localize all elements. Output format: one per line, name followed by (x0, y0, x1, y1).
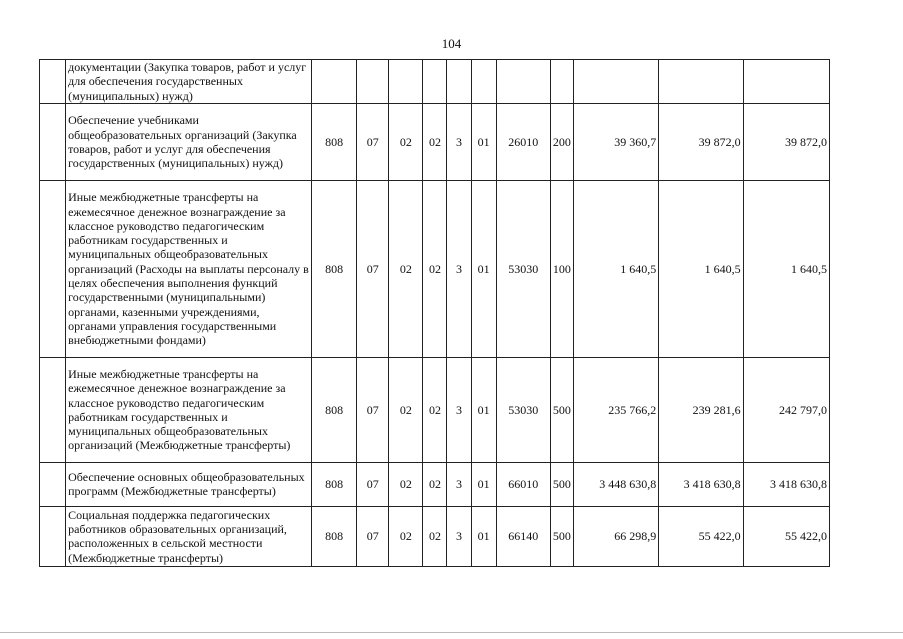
section-code-cell: 07 (357, 462, 389, 506)
row-number-cell (40, 357, 66, 462)
expense-type-code-cell (550, 60, 573, 104)
value-year-3-cell (743, 60, 829, 104)
direction-code-cell (496, 60, 550, 104)
page-bottom-rule (0, 632, 903, 633)
value-year-1-cell: 39 360,7 (573, 103, 658, 180)
value-year-2-cell: 1 640,5 (659, 180, 743, 357)
section-code-cell: 07 (357, 506, 389, 566)
expense-type-code-cell: 500 (550, 462, 573, 506)
subprogram-code-cell: 3 (447, 462, 471, 506)
program-code-cell: 02 (423, 180, 447, 357)
event-code-cell: 01 (471, 462, 496, 506)
grbs-code-cell: 808 (312, 357, 357, 462)
expense-type-code-cell: 100 (550, 180, 573, 357)
expense-name-cell: Социальная поддержка педагогических работников образовательных организаций, расположенных в сельской местности (Межбюджетные трансферты) (66, 506, 312, 566)
event-code-cell: 01 (471, 357, 496, 462)
subsection-code-cell: 02 (389, 180, 423, 357)
table-row (40, 462, 830, 506)
direction-code-cell: 53030 (496, 180, 550, 357)
value-year-3-cell: 242 797,0 (743, 357, 829, 462)
subsection-code-cell: 02 (389, 357, 423, 462)
value-year-1-cell: 235 766,2 (573, 357, 658, 462)
row-number-cell (40, 180, 66, 357)
page-number: 104 (441, 36, 462, 51)
table-row (40, 506, 830, 566)
table-row (40, 103, 830, 180)
grbs-code-cell: 808 (312, 462, 357, 506)
subsection-code-cell: 02 (389, 103, 423, 180)
direction-code-cell: 26010 (496, 103, 550, 180)
section-code-cell: 07 (357, 103, 389, 180)
subprogram-code-cell (447, 60, 471, 104)
budget-table (39, 59, 830, 567)
section-code-cell (357, 60, 389, 104)
value-year-2-cell: 239 281,6 (659, 357, 743, 462)
expense-type-code-cell: 500 (550, 357, 573, 462)
table-row (40, 180, 830, 357)
grbs-code-cell: 808 (312, 103, 357, 180)
subprogram-code-cell: 3 (447, 180, 471, 357)
value-year-3-cell: 1 640,5 (743, 180, 829, 357)
value-year-1-cell (573, 60, 658, 104)
subprogram-code-cell: 3 (447, 103, 471, 180)
subprogram-code-cell: 3 (447, 506, 471, 566)
program-code-cell (423, 60, 447, 104)
table-row (40, 60, 830, 104)
direction-code-cell: 53030 (496, 357, 550, 462)
row-number-cell (40, 103, 66, 180)
event-code-cell: 01 (471, 103, 496, 180)
table-body (40, 60, 830, 567)
value-year-3-cell: 55 422,0 (743, 506, 829, 566)
subsection-code-cell: 02 (389, 462, 423, 506)
program-code-cell: 02 (423, 506, 447, 566)
value-year-3-cell: 3 418 630,8 (743, 462, 829, 506)
program-code-cell: 02 (423, 357, 447, 462)
program-code-cell: 02 (423, 462, 447, 506)
grbs-code-cell: 808 (312, 506, 357, 566)
direction-code-cell: 66010 (496, 462, 550, 506)
subsection-code-cell: 02 (389, 506, 423, 566)
value-year-1-cell: 66 298,9 (573, 506, 658, 566)
value-year-2-cell (659, 60, 743, 104)
row-number-cell (40, 60, 66, 104)
expense-name-cell: Иные межбюджетные трансферты на ежемесячное денежное вознаграждение за классное руководство педагогическим работникам государственных и муниципальных общеобразовательных организаций (Межбюджетные трансферты) (66, 357, 312, 462)
event-code-cell: 01 (471, 506, 496, 566)
section-code-cell: 07 (357, 180, 389, 357)
direction-code-cell: 66140 (496, 506, 550, 566)
program-code-cell: 02 (423, 103, 447, 180)
value-year-1-cell: 1 640,5 (573, 180, 658, 357)
value-year-2-cell: 3 418 630,8 (659, 462, 743, 506)
row-number-cell (40, 506, 66, 566)
value-year-3-cell: 39 872,0 (743, 103, 829, 180)
grbs-code-cell: 808 (312, 180, 357, 357)
value-year-1-cell: 3 448 630,8 (573, 462, 658, 506)
expense-name-cell: Обеспечение основных общеобразовательных программ (Межбюджетные трансферты) (66, 462, 312, 506)
value-year-2-cell: 39 872,0 (659, 103, 743, 180)
event-code-cell: 01 (471, 180, 496, 357)
expense-type-code-cell: 200 (550, 103, 573, 180)
expense-type-code-cell: 500 (550, 506, 573, 566)
subprogram-code-cell: 3 (447, 357, 471, 462)
grbs-code-cell (312, 60, 357, 104)
event-code-cell (471, 60, 496, 104)
table-row (40, 357, 830, 462)
value-year-2-cell: 55 422,0 (659, 506, 743, 566)
expense-name-cell: документации (Закупка товаров, работ и услуг для обеспечения государственных (муниципальных) нужд) (66, 60, 312, 104)
section-code-cell: 07 (357, 357, 389, 462)
subsection-code-cell (389, 60, 423, 104)
expense-name-cell: Иные межбюджетные трансферты на ежемесячное денежное вознаграждение за классное руководство педагогическим работникам государственных и муниципальных общеобразовательных организаций (Расходы на выплаты персоналу в целях обеспечения выполнения функций государственными (муниципальными) органами, казенными учреждениями, органами управления государственными внебюджетными фондами) (66, 180, 312, 357)
row-number-cell (40, 462, 66, 506)
expense-name-cell: Обеспечение учебниками общеобразовательных организаций (Закупка товаров, работ и услуг для обеспечения государственных (муниципальных) нужд) (66, 103, 312, 180)
